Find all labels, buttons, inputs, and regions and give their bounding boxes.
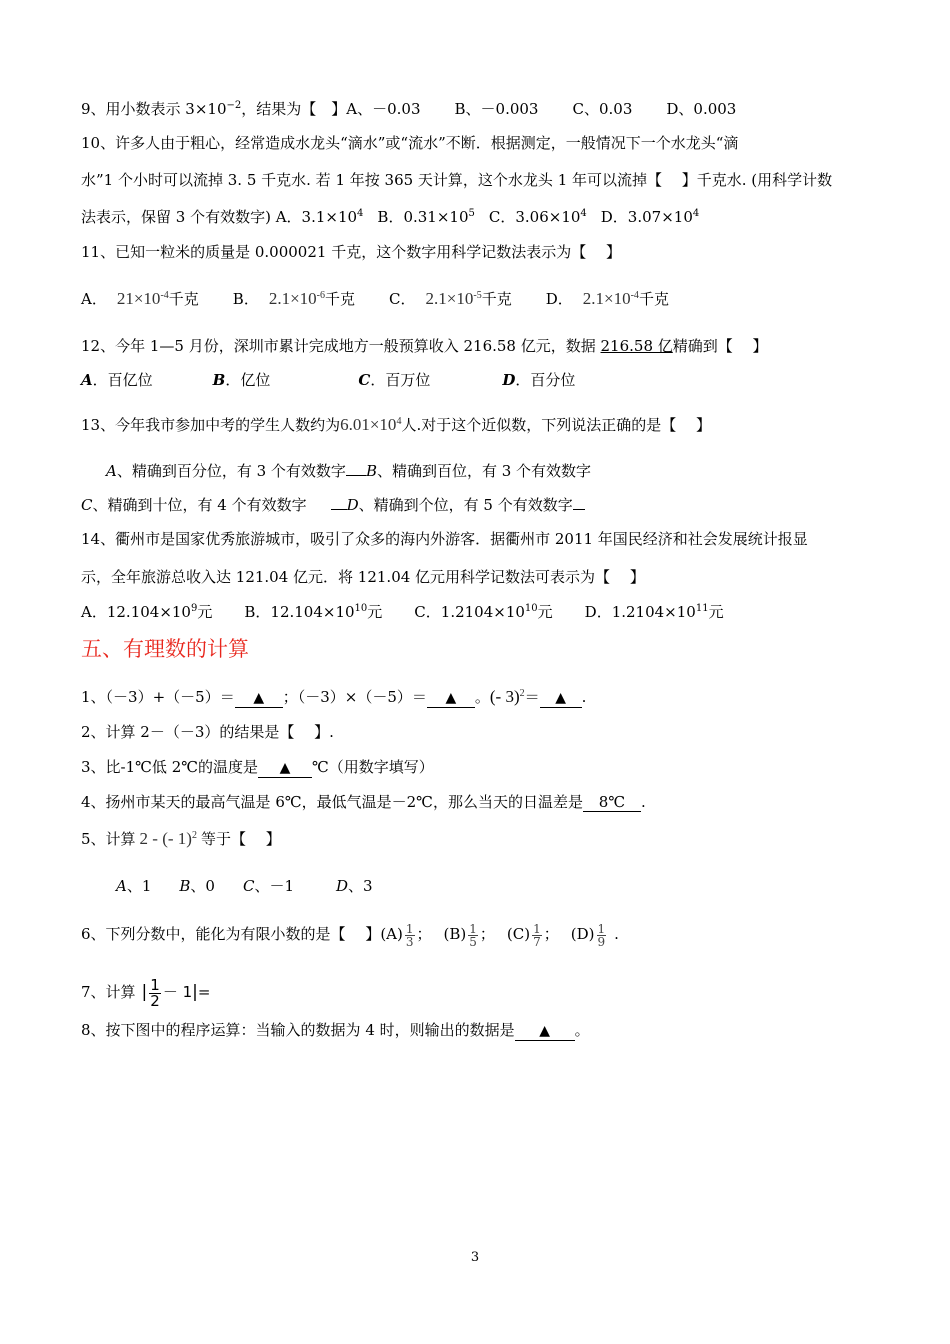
s6-option-b-label: (B) xyxy=(443,925,467,943)
s7-abs-left: | xyxy=(141,982,148,1002)
q10-option-b: B．0.31×10 xyxy=(377,208,469,226)
q10-option-a-exp: 4 xyxy=(357,208,364,219)
q11-option-a-label: A． xyxy=(81,290,107,308)
q9-option-c: C、0.03 xyxy=(572,100,633,118)
s7-pre: 7、计算 xyxy=(81,983,136,1001)
q9-option-d: D、0.003 xyxy=(666,100,737,118)
s6-sep-3: ； xyxy=(543,925,559,943)
q11-option-a-value: 21×10 xyxy=(116,289,161,308)
q10-option-c-exp: 4 xyxy=(580,208,587,219)
s7-minus-one: － 1 xyxy=(162,983,193,1001)
s5-post: 等于【 】 xyxy=(200,830,281,848)
q11-option-b-label: B． xyxy=(232,290,259,308)
problem-6 xyxy=(81,920,870,948)
question-10-line-3 xyxy=(81,206,870,228)
s3-pre: 3、比-1℃低 2℃的温度是 xyxy=(81,758,259,776)
q12-option-b-label: B xyxy=(212,371,226,389)
q9-option-b: B、－0.003 xyxy=(454,100,539,118)
q14-option-b-unit: 元 xyxy=(367,603,383,621)
s5-option-c-label: C xyxy=(242,877,255,895)
q10-option-a: A．3.1×10 xyxy=(275,208,358,226)
s6-option-c-den: 7 xyxy=(533,934,541,949)
s5-option-c: 、－1 xyxy=(254,877,294,895)
q13-number-exp: 4 xyxy=(396,416,402,427)
q9-tail: ，结果为【 】 xyxy=(241,100,347,118)
q12-stem-underlined: 216.58 亿 xyxy=(600,337,673,355)
s6-option-c-fraction xyxy=(532,923,542,948)
s8-pre: 8、按下图中的程序运算：当输入的数据为 4 时，则输出的数据是 xyxy=(81,1021,515,1039)
s1-part-2: ；（－3）×（－5）＝ xyxy=(282,688,427,706)
s6-option-b-fraction xyxy=(468,923,478,948)
s6-option-a-den: 3 xyxy=(405,934,414,949)
s8-post: 。 xyxy=(574,1021,590,1039)
q11-option-c-label: C． xyxy=(389,290,416,308)
q11-option-d-value: 2.1×10 xyxy=(582,289,631,308)
s1-part-1: 1、（－3）+（－5）＝ xyxy=(81,688,235,706)
q13-option-a: 、精确到百分位，有 3 个有效数字 xyxy=(116,462,346,480)
q12-option-a: ．百亿位 xyxy=(92,371,153,389)
s1-end: . xyxy=(581,688,587,706)
q11-option-c-exp: -5 xyxy=(473,290,482,301)
question-10-line-1: 10、许多人由于粗心，经常造成水龙头“滴水”或“流水”不断．根据测定，一般情况下一个水龙头“滴 xyxy=(81,134,739,152)
s6-option-d-fraction xyxy=(597,923,607,948)
s6-sep-2: ； xyxy=(479,925,495,943)
s5-expression-exp: 2 xyxy=(191,830,197,841)
q14-option-c-unit: 元 xyxy=(537,603,553,621)
q14-option-a: A．12.104×10 xyxy=(81,603,191,621)
q11-option-b-unit: 千克 xyxy=(325,290,356,308)
q11-option-a-unit: 千克 xyxy=(168,290,199,308)
q14-option-c: C．1.2104×10 xyxy=(414,603,525,621)
s1-equals: ＝ xyxy=(524,688,540,706)
q13-stem-pre: 13、今年我市参加中考的学生人数约为 xyxy=(81,416,341,434)
page-number: 3 xyxy=(470,1250,480,1265)
problem-4 xyxy=(81,791,870,813)
s6-option-a-num: 1 xyxy=(405,921,414,936)
s1-expression: (- 3) xyxy=(489,687,520,706)
s5-option-a-label: A xyxy=(116,877,127,895)
s6-option-a-fraction xyxy=(405,923,415,948)
q11-option-d-exp: -4 xyxy=(630,290,639,301)
question-12-options xyxy=(81,369,870,391)
q10-option-c: C．3.06×10 xyxy=(488,208,581,226)
question-11-options xyxy=(81,288,870,310)
problem-5-options xyxy=(116,875,870,897)
q14-option-d-exp: 11 xyxy=(695,603,709,614)
q11-option-b-exp: -6 xyxy=(316,290,326,301)
question-14-line-2: 示，全年旅游总收入达 121.04 亿元．将 121.04 亿元用科学记数法可表示为【 】 xyxy=(81,568,645,586)
s4-answer: 8℃ xyxy=(583,793,641,812)
s7-abs-right: | xyxy=(192,982,198,1002)
s6-end: . xyxy=(614,925,619,943)
problem-1 xyxy=(81,686,870,708)
s6-option-d-den: 9 xyxy=(597,934,606,949)
problem-2: 2、计算 2－（－3）的结果是【 】. xyxy=(81,723,334,741)
q12-option-d-label: D xyxy=(502,371,516,389)
s5-option-d: 、3 xyxy=(348,877,373,895)
q13-number: 6.01×10 xyxy=(340,415,397,434)
s6-option-c-num: 1 xyxy=(533,921,541,936)
s7-num: 1 xyxy=(150,975,160,994)
s4-pre: 4、扬州市某天的最高气温是 6℃，最低气温是－2℃，那么当天的日温差是 xyxy=(81,793,583,811)
q12-option-a-label: A xyxy=(81,371,93,389)
s7-den: 2 xyxy=(150,991,160,1010)
q9-stem: 9、用小数表示 3×10 xyxy=(81,100,227,118)
q13-option-a-label: A xyxy=(106,462,117,480)
question-13-options-cd xyxy=(81,494,870,516)
q14-option-c-exp: 10 xyxy=(524,603,538,614)
question-14-options xyxy=(81,601,870,623)
q12-option-c: ．百万位 xyxy=(370,371,431,389)
q11-option-c-unit: 千克 xyxy=(481,290,512,308)
q9-option-a: A、－0.03 xyxy=(346,100,421,118)
s6-option-b-den: 5 xyxy=(469,934,477,949)
s6-option-d-num: 1 xyxy=(597,921,606,936)
s6-option-c-label: (C) xyxy=(506,925,531,943)
s7-equals: = xyxy=(197,983,211,1001)
q10-option-d-exp: 4 xyxy=(692,208,700,219)
question-12-stem xyxy=(81,335,870,357)
s6-option-b-num: 1 xyxy=(469,921,477,936)
q11-option-d-unit: 千克 xyxy=(638,290,669,308)
s3-post: ℃（用数字填写） xyxy=(312,758,434,776)
q12-option-d: ．百分位 xyxy=(515,371,576,389)
q11-option-a-exp: -4 xyxy=(160,290,169,301)
s7-fraction xyxy=(149,975,161,1010)
s4-post: . xyxy=(640,793,646,811)
s1-part-3: 。 xyxy=(474,688,490,706)
s1-blank-3: ▲ xyxy=(540,689,582,708)
question-14-line-1: 14、衢州市是国家优秀旅游城市，吸引了众多的海内外游客．据衢州市 2011 年国民经济和社会发展统计报显 xyxy=(81,530,808,548)
question-13-stem xyxy=(81,414,870,436)
problem-3 xyxy=(81,756,870,778)
s5-option-b-label: B xyxy=(179,877,191,895)
q13-option-c-label: C xyxy=(81,496,93,514)
q10-option-b-exp: 5 xyxy=(468,208,475,219)
q11-option-c-value: 2.1×10 xyxy=(425,289,474,308)
s6-option-d-label: (D) xyxy=(570,925,595,943)
s3-blank: ▲ xyxy=(258,759,312,778)
q14-option-d-unit: 元 xyxy=(708,603,724,621)
s1-expression-exp: 2 xyxy=(519,688,525,699)
question-9 xyxy=(81,98,870,120)
problem-5 xyxy=(81,828,870,850)
s6-pre: 6、下列分数中，能化为有限小数的是【 】 xyxy=(81,925,381,943)
question-13-options-ab xyxy=(106,460,870,482)
q14-option-d: D．1.2104×10 xyxy=(584,603,696,621)
q13-option-c: 、精确到十位，有 4 个有效数字 xyxy=(92,496,307,514)
question-10-line-2: 水”1 个小时可以流掉 3. 5 千克水. 若 1 年按 365 天计算，这个水龙头 1 年可以流掉【 】千克水. (用科学计数 xyxy=(81,171,833,189)
section-title: 五、有理数的计算 xyxy=(81,637,249,661)
s5-pre: 5、计算 xyxy=(81,830,136,848)
q12-stem-post: 精确到【 】 xyxy=(672,337,768,355)
q9-exponent: −2 xyxy=(226,100,242,111)
s5-expression: 2 - (- 1) xyxy=(139,829,192,848)
question-11-stem: 11、已知一粒米的质量是 0.000021 千克，这个数字用科学记数法表示为【 】 xyxy=(81,243,621,261)
s6-sep-1: ； xyxy=(416,925,432,943)
q14-option-a-unit: 元 xyxy=(197,603,213,621)
s5-option-b: 、0 xyxy=(190,877,215,895)
q10-stem-end: 法表示，保留 3 个有效数字) xyxy=(81,208,276,226)
s8-blank: ▲ xyxy=(515,1022,575,1041)
q11-option-d-label: D． xyxy=(545,290,573,308)
problem-8 xyxy=(81,1019,870,1041)
s1-blank-1: ▲ xyxy=(235,689,283,708)
q14-option-a-exp: 9 xyxy=(190,603,198,614)
s5-option-a: 、1 xyxy=(126,877,152,895)
q13-option-d-label: D xyxy=(346,496,359,514)
q10-option-d: D．3.07×10 xyxy=(600,208,693,226)
q12-option-c-label: C xyxy=(358,371,371,389)
s5-option-d-label: D xyxy=(336,877,349,895)
q13-option-b-label: B xyxy=(365,462,377,480)
q13-stem-post: 人.对于这个近似数，下列说法正确的是【 】 xyxy=(401,416,711,434)
q12-stem-pre: 12、今年 1—5 月份，深圳市累计完成地方一般预算收入 216.58 亿元，数据 xyxy=(81,337,601,355)
q13-option-d: 、精确到个位，有 5 个有效数字 xyxy=(358,496,573,514)
q14-option-b: B．12.104×10 xyxy=(244,603,355,621)
problem-7 xyxy=(81,976,870,1009)
q13-option-b: 、精确到百位，有 3 个有效数字 xyxy=(376,462,592,480)
q14-option-b-exp: 10 xyxy=(354,603,368,614)
q11-option-b-value: 2.1×10 xyxy=(268,289,317,308)
q12-option-b: ．亿位 xyxy=(225,371,271,389)
s1-blank-2: ▲ xyxy=(427,689,475,708)
s6-option-a-label: (A) xyxy=(380,925,403,943)
